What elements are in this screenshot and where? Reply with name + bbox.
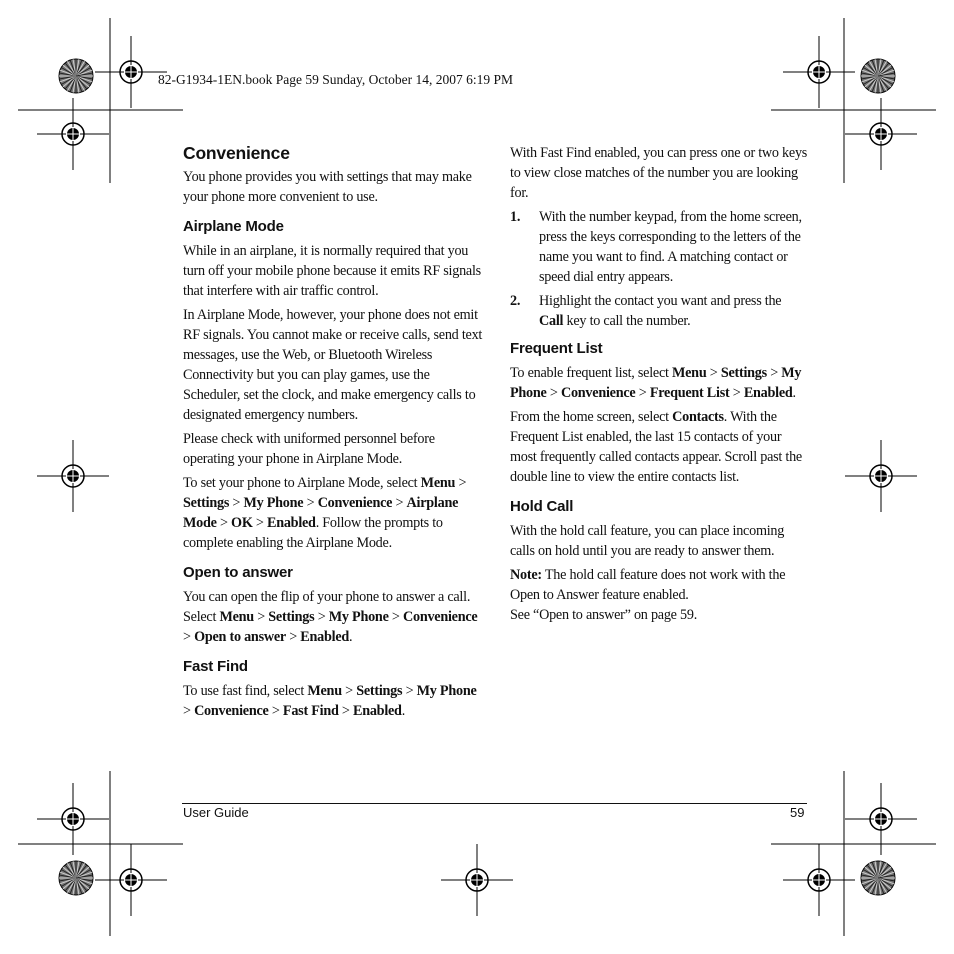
hold-call-note: Note: The hold call feature does not work with the Open to Answer feature enabled. See “Open to answer” on page 59. [510, 567, 786, 623]
footer-divider [182, 803, 807, 804]
section-title-convenience: Convenience [183, 143, 290, 163]
crosshair-target-icon [845, 98, 917, 170]
menu-path-convenience: Convenience [317, 495, 393, 511]
heading-hold-call: Hold Call [510, 498, 574, 515]
page-number: 59 [790, 805, 805, 820]
crosshair-target-icon [845, 440, 917, 512]
fast-find-continued: With Fast Find enabled, you can press one or two keys to view close matches of the number you are looking for. [510, 145, 808, 201]
heading-fast-find: Fast Find [183, 658, 248, 675]
cross-reference-link[interactable]: See “Open to answer” on page 59. [510, 607, 698, 623]
frequent-list-para-1: To enable frequent list, select Menu > Settings > My Phone > Convenience > Frequent List > Enabled. [510, 365, 802, 401]
right-column [510, 143, 808, 625]
menu-path-enabled: Enabled [266, 515, 316, 531]
fast-find-para: To use fast find, select Menu > Settings > My Phone > Convenience > Fast Find > Enabled. [183, 683, 477, 719]
menu-path-settings: Settings [183, 495, 230, 511]
hold-call-para: With the hold call feature, you can place incoming calls on hold until you are ready to answer them. [510, 523, 785, 559]
list-item: 2. Highlight the contact you want and press the Call key to call the number. [510, 293, 782, 329]
airplane-para-2: In Airplane Mode, however, your phone does not emit RF signals. You cannot make or receive calls, send text messages, use the Web, or Bluetooth Wireless Connectivity but you can play games, use the Scheduler, set the clock, and make emergency calls to designated emergency numbers. [183, 307, 483, 423]
rosette-icon [861, 861, 895, 895]
airplane-para-4: To set your phone to Airplane Mode, select Menu > Settings > My Phone > Convenience > Airplane Mode > OK > Enabled. Follow the prompts to complete enabling the Airplane Mode. [183, 475, 467, 551]
heading-airplane-mode: Airplane Mode [183, 218, 284, 235]
airplane-para-1: While in an airplane, it is normally required that you turn off your mobile phone because it emits RF signals that interfere with air traffic control. [183, 243, 481, 299]
crosshair-target-icon [95, 844, 167, 916]
left-column [183, 143, 483, 721]
call-key-label: Call [539, 313, 564, 329]
rosette-icon [59, 59, 93, 93]
list-item: 1. With the number keypad, from the home screen, press the keys corresponding to the letters of the name you want to find. A matching contact or speed dial entry appears. [510, 209, 802, 285]
heading-frequent-list: Frequent List [510, 340, 603, 357]
menu-path-my-phone: My Phone [243, 495, 304, 511]
crosshair-target-icon [37, 98, 109, 170]
heading-open-to-answer: Open to answer [183, 564, 293, 581]
footer-label: User Guide [183, 805, 249, 820]
rosette-icon [861, 59, 895, 93]
open-to-answer-para: You can open the flip of your phone to answer a call. Select Menu > Settings > My Phone > Convenience > Open to answer > Enabled. [183, 589, 478, 645]
crosshair-target-icon [95, 36, 167, 108]
menu-path-airplane-mode: Airplane Mode [183, 495, 459, 531]
convenience-intro: You phone provides you with settings that may make your phone more convenient to use. [183, 169, 472, 205]
menu-path-ok: OK [231, 515, 253, 531]
crosshair-target-icon [441, 844, 513, 916]
crosshair-target-icon [37, 440, 109, 512]
frequent-list-para-2: From the home screen, select Contacts. With the Frequent List enabled, the last 15 contacts of your most frequently called contacts appear. Scroll past the double line to view the entire contacts list. [510, 409, 802, 485]
book-info-header: 82-G1934-1EN.book Page 59 Sunday, October 14, 2007 6:19 PM [158, 72, 513, 87]
menu-path-menu: Menu [420, 475, 456, 491]
note-label: Note: [510, 567, 542, 583]
airplane-para-3: Please check with uniformed personnel before operating your phone in Airplane Mode. [183, 431, 435, 467]
rosette-icon [59, 861, 93, 895]
